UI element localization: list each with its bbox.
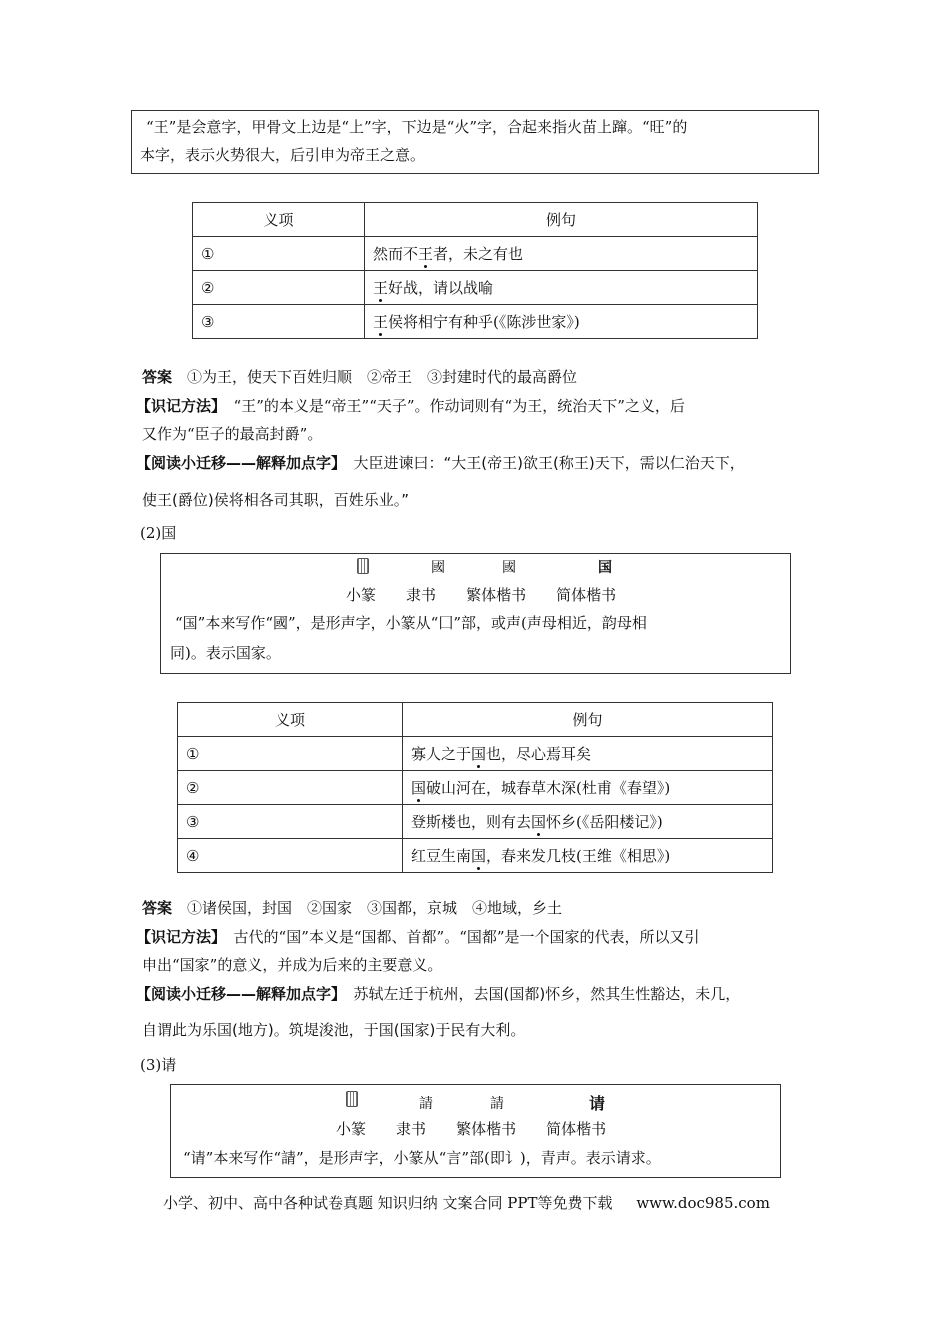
dotted-char: 国 bbox=[411, 779, 427, 797]
meaning-table-wang bbox=[192, 202, 758, 339]
answer-label: 答案 bbox=[142, 899, 173, 917]
row-number: ③ bbox=[178, 805, 403, 839]
answer-text: ①为王，使天下百姓归顺 ②帝王 ③封建时代的最高爵位 bbox=[187, 368, 578, 386]
reading-transfer-guo: 【阅读小迁移——解释加点字】 苏轼左迁于杭州，去国(国都)怀乡，然其生性豁达，未几， bbox=[136, 985, 741, 1003]
glyph-desc-line-1: “请”本来写作“請”，是形声字，小篆从“言”部(即讠)，青声。表示请求。 bbox=[183, 1149, 661, 1167]
dotted-char: 王 bbox=[373, 313, 389, 331]
table-row bbox=[178, 737, 773, 771]
glyph-labels: 小篆 隶书 繁体楷书 简体楷书 bbox=[336, 1120, 607, 1138]
answer-wang bbox=[142, 366, 577, 388]
dotted-char: 国 bbox=[531, 813, 547, 831]
row-number: ① bbox=[178, 737, 403, 771]
memory-method-wang-cont: 又作为“臣子的最高封爵”。 bbox=[142, 425, 323, 443]
seal-script-glyph-icon bbox=[346, 1091, 358, 1107]
table-row bbox=[193, 271, 758, 305]
footer-link[interactable]: www.doc985.com bbox=[636, 1194, 770, 1212]
header-example: 例句 bbox=[403, 703, 773, 737]
example-sentence: 王侯将相宁有种乎(《陈涉世家》) bbox=[365, 305, 758, 339]
meaning-table-guo bbox=[177, 702, 773, 873]
intro-line-2: 本字，表示火势很大，后引申为帝王之意。 bbox=[140, 146, 426, 164]
row-number: ② bbox=[193, 271, 365, 305]
clerical-glyph: 國 bbox=[431, 560, 445, 576]
section-title-qing: (3)请 bbox=[140, 1056, 177, 1074]
simplified-glyph: 国 bbox=[598, 560, 612, 576]
answer-label: 答案 bbox=[142, 368, 173, 386]
glyph-labels: 小篆 隶书 繁体楷书 简体楷书 bbox=[346, 586, 617, 604]
table-row bbox=[193, 305, 758, 339]
glyph-box-guo bbox=[160, 553, 791, 674]
glyph-desc-line-2: 同)。表示国家。 bbox=[170, 644, 281, 662]
footer-text: 小学、初中、高中各种试卷真题 知识归纳 文案合同 PPT等免费下载 bbox=[163, 1194, 613, 1212]
method-label: 【识记方法】 bbox=[136, 928, 219, 946]
dotted-char: 王 bbox=[373, 279, 389, 297]
header-meaning: 义项 bbox=[193, 203, 365, 237]
table-row bbox=[178, 771, 773, 805]
row-number: ① bbox=[193, 237, 365, 271]
header-meaning: 义项 bbox=[178, 703, 403, 737]
memory-method-guo: 【识记方法】 古代的“国”本义是“国都、首都”。“国都”是一个国家的代表，所以又引 bbox=[136, 928, 700, 946]
reading-label: 【阅读小迁移——解释加点字】 bbox=[136, 454, 339, 472]
example-sentence: 王好战，请以战喻 bbox=[365, 271, 758, 305]
intro-line-1: “王”是会意字，甲骨文上边是“上”字，下边是“火”字，合起来指火苗上蹿。“旺”的 bbox=[146, 118, 688, 136]
row-number: ② bbox=[178, 771, 403, 805]
reading-transfer-wang: 【阅读小迁移——解释加点字】 大臣进谏曰：“大王(帝王)欲王(称王)天下，需以仁治天下， bbox=[136, 454, 745, 472]
glyph-desc-line-1: “国”本来写作“國”，是形声字，小篆从“囗”部，或声(声母相近，韵母相 bbox=[175, 614, 647, 632]
example-sentence: 国破山河在，城春草木深(杜甫《春望》) bbox=[403, 771, 773, 805]
reading-transfer-wang-cont: 使王(爵位)侯将相各司其职，百姓乐业。” bbox=[142, 491, 409, 509]
table-row bbox=[178, 805, 773, 839]
traditional-glyph: 請 bbox=[490, 1096, 504, 1112]
glyph-box-qing bbox=[170, 1084, 781, 1178]
reading-label: 【阅读小迁移——解释加点字】 bbox=[136, 985, 339, 1003]
reading-transfer-guo-cont: 自谓此为乐国(地方)。筑堤浚池，于国(国家)于民有大利。 bbox=[142, 1021, 526, 1039]
table-row bbox=[178, 839, 773, 873]
dotted-char: 国 bbox=[471, 847, 487, 865]
example-sentence: 然而不王者，未之有也 bbox=[365, 237, 758, 271]
example-sentence: 登斯楼也，则有去国怀乡(《岳阳楼记》) bbox=[403, 805, 773, 839]
clerical-glyph: 請 bbox=[419, 1096, 433, 1112]
section-title-guo: (2)国 bbox=[140, 524, 177, 542]
dotted-char: 国 bbox=[471, 745, 487, 763]
dotted-char: 王 bbox=[418, 245, 434, 263]
simplified-glyph: 请 bbox=[589, 1094, 606, 1113]
intro-box bbox=[131, 110, 819, 174]
row-number: ④ bbox=[178, 839, 403, 873]
example-sentence: 红豆生南国，春来发几枝(王维《相思》) bbox=[403, 839, 773, 873]
answer-guo bbox=[142, 897, 562, 919]
seal-script-glyph-icon bbox=[357, 558, 369, 574]
memory-method-wang: 【识记方法】 “王”的本义是“帝王”“天子”。作动词则有“为王，统治天下”之义，后 bbox=[136, 397, 685, 415]
answer-text: ①诸侯国，封国 ②国家 ③国都，京城 ④地域，乡土 bbox=[187, 899, 563, 917]
table-row bbox=[193, 237, 758, 271]
memory-method-guo-cont: 申出“国家”的意义，并成为后来的主要意义。 bbox=[142, 956, 443, 974]
traditional-glyph: 國 bbox=[502, 560, 516, 576]
page-footer bbox=[163, 1192, 770, 1213]
row-number: ③ bbox=[193, 305, 365, 339]
header-example: 例句 bbox=[365, 203, 758, 237]
method-label: 【识记方法】 bbox=[136, 397, 219, 415]
example-sentence: 寡人之于国也，尽心焉耳矣 bbox=[403, 737, 773, 771]
